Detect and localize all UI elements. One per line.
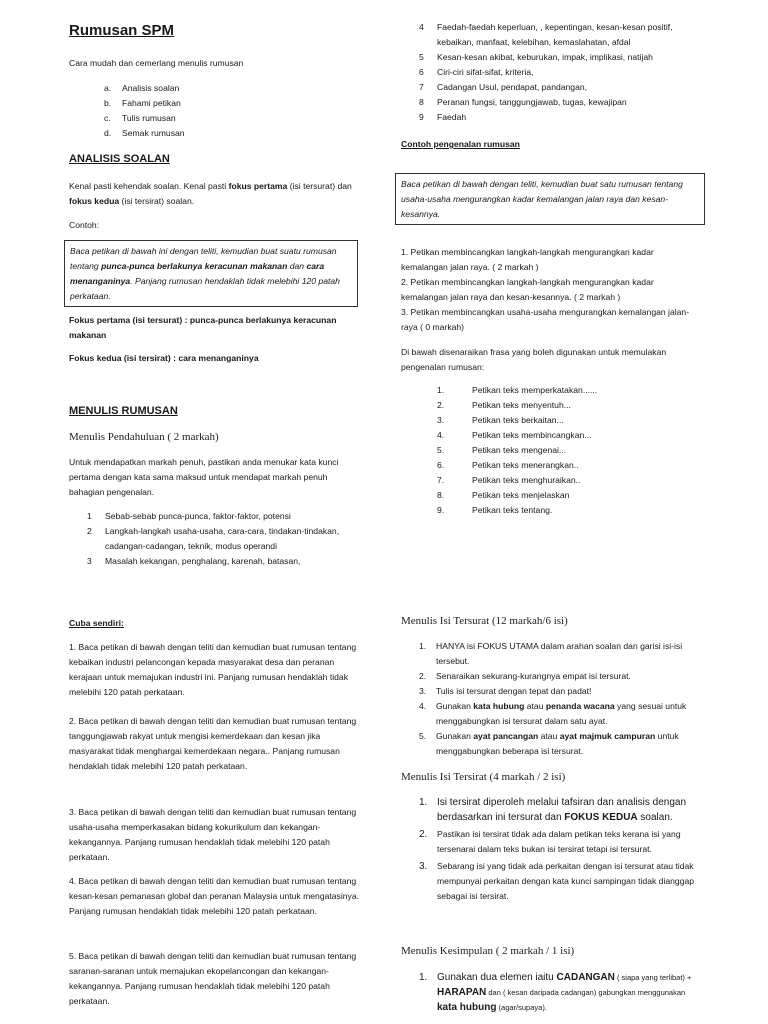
- list-item: [437, 473, 697, 488]
- list-text: Semak rumusan: [122, 128, 185, 138]
- list-marker: c.: [104, 113, 111, 123]
- menulis-heading: MENULIS RUMUSAN: [69, 405, 178, 417]
- cuba-item-4: 4. Baca petikan di bawah dengan teliti dan kemudian buat rumusan tentang kesan-kesan pemanasan global dan peranan Malaysia untuk mengatasinya. Panjang rumusan hendaklah tidak melebihi 120 patah perkataan.: [69, 876, 359, 916]
- cuba-heading: Cuba sendiri:: [69, 618, 124, 628]
- list-text: Petikan teks menghuraikan..: [472, 475, 581, 485]
- pendahuluan-subheading: Menulis Pendahuluan ( 2 markah): [69, 431, 219, 443]
- list-text: Petikan teks mengenai...: [472, 445, 567, 455]
- list-item: [437, 503, 697, 518]
- list-marker: 7.: [437, 475, 445, 485]
- list-item: [437, 458, 697, 473]
- list-item: [104, 126, 324, 141]
- keyword-list: [87, 509, 372, 569]
- list-item: [87, 554, 372, 569]
- list-marker: 4.: [437, 430, 445, 440]
- list-text: Masalah kekangan, penghalang, karenah, batasan,: [105, 556, 301, 566]
- list-marker: 7: [419, 82, 424, 92]
- list-text: Langkah-langkah usaha-usaha, cara-cara, tindakan-tindakan, cadangan-cadangan, teknik, modus operandi: [105, 526, 340, 551]
- list-item: [419, 95, 699, 110]
- analisis-paragraph: Kenal pasti kehendak soalan. Kenal pasti fokus pertama (isi tersurat) dan fokus kedua (isi tersirat) soalan.: [69, 181, 352, 206]
- list-marker: 2.: [437, 400, 445, 410]
- list-text: Faedah-faedah keperluan, , kepentingan, kesan-kesan positif, kebaikan, manfaat, kelebihan, kemaslahatan, afdal: [437, 22, 673, 47]
- list-marker: 6.: [437, 460, 445, 470]
- list-item: [437, 383, 697, 398]
- list-marker: 1: [87, 511, 92, 521]
- list-text: Faedah: [437, 112, 467, 122]
- tersirat-list: 1. Isi tersirat diperoleh melalui tafsiran dan analisis dengan berdasarkan ini tersurat dan FOKUS KEDUA soalan. 2. Pastikan isi tersirat tidak ada dalam petikan teks kerana isi yang tersenarai dalam teks bukan isi tersirat tetapi isi tersurat. 3. Sebarang isi yang tidak ada perkaitan dengan isi tersurat atau tidak mempunyai perkaitan dengan kata kunci sampingan tidak dianggap sebagai isi tersirat.: [419, 797, 695, 901]
- list-text: Cadangan Usul, pendapat, pandangan,: [437, 82, 588, 92]
- pengenalan-example-2: 2. Petikan membincangkan langkah-langkah mengurangkan kadar kemalangan jalan raya dan kesan-kesannya. ( 2 markah ): [401, 277, 654, 302]
- list-text: Petikan teks tentang.: [472, 505, 553, 515]
- list-marker: 4: [419, 22, 424, 32]
- list-marker: b.: [104, 98, 112, 108]
- list-text: Tulis rumusan: [122, 113, 176, 123]
- list-item: [419, 50, 699, 65]
- list-marker: a.: [104, 83, 112, 93]
- contoh-label: Contoh:: [69, 220, 100, 230]
- list-item: [87, 509, 372, 524]
- list-item: [437, 443, 697, 458]
- list-marker: 3: [87, 556, 92, 566]
- list-text: Fahami petikan: [122, 98, 181, 108]
- kesimpulan-heading: Menulis Kesimpulan ( 2 markah / 1 isi): [401, 945, 575, 957]
- pengenalan-example-1: 1. Petikan membincangkan langkah-langkah mengurangkan kadar kemalangan jalan raya. ( 2 markah ): [401, 247, 654, 272]
- intro-text: Cara mudah dan cemerlang menulis rumusan: [69, 58, 244, 68]
- list-marker: d.: [104, 128, 112, 138]
- list-marker: 8.: [437, 490, 445, 500]
- list-marker: 6: [419, 67, 424, 77]
- list-item: [419, 65, 699, 80]
- kesimpulan-list: 1. Gunakan dua elemen iaitu CADANGAN ( siapa yang terlibat) + HARAPAN dan ( kesan daripada cadangan) gabungkan menggunakan kata hubung (agar/supaya).: [419, 972, 692, 1013]
- steps-list: [104, 81, 324, 141]
- list-marker: 5.: [437, 445, 445, 455]
- list-marker: 1.: [437, 385, 445, 395]
- list-item: [437, 398, 697, 413]
- list-text: Sebab-sebab punca-punca, faktor-faktor, potensi: [105, 511, 291, 521]
- page-title: Rumusan SPM: [69, 22, 175, 39]
- fokus-kedua: Fokus kedua (isi tersirat) : cara menanganinya: [69, 353, 259, 363]
- list-text: Petikan teks menyentuh...: [472, 400, 571, 410]
- fokus-pertama: Fokus pertama (isi tersurat) : punca-punca berlakunya keracunan makanan: [69, 315, 337, 340]
- list-text: Analisis soalan: [122, 83, 180, 93]
- list-item: [437, 413, 697, 428]
- frasa-intro: Di bawah disenaraikan frasa yang boleh digunakan untuk memulakan pengenalan rumusan:: [401, 347, 667, 372]
- list-item: [104, 111, 324, 126]
- analisis-heading: ANALISIS SOALAN: [69, 153, 170, 165]
- list-item: [104, 81, 324, 96]
- pengenalan-example-3: 3. Petikan membincangkan usaha-usaha mengurangkan kemalangan jalan-raya ( 0 markah): [401, 307, 690, 332]
- list-item: [87, 524, 372, 554]
- list-marker: 8: [419, 97, 424, 107]
- list-text: Kesan-kesan akibat, keburukan, impak, implikasi, natijah: [437, 52, 653, 62]
- cuba-item-3: 3. Baca petikan di bawah dengan teliti dan kemudian buat rumusan tentang usaha-usaha memperkasakan bidang kokurikulum dan kekangan-kekangannya. Panjang rumusan hendaklah tidak melebihi 120 patah perkataan.: [69, 807, 357, 862]
- tersurat-heading: Menulis Isi Tersurat (12 markah/6 isi): [401, 615, 568, 627]
- cuba-item-5: 5. Baca petikan di bawah dengan teliti dan kemudian buat rumusan tentang saranan-saranan untuk memajukan ekopelancongan dan kekangan-kekangannya. Panjang rumusan hendaklah tidak melebihi 120 patah perkataan.: [69, 951, 357, 1006]
- list-marker: 3.: [437, 415, 445, 425]
- list-text: Petikan teks menjelaskan: [472, 490, 570, 500]
- list-item: [437, 428, 697, 443]
- pendahuluan-paragraph: Untuk mendapatkan markah penuh, pastikan anda menukar kata kunci pertama dengan kata sama maksud untuk mendapat markah penuh bahagian pengenalan.: [69, 457, 339, 497]
- pengenalan-question-box: Baca petikan di bawah dengan teliti, kemudian buat satu rumusan tentang usaha-usaha mengurangkan kadar kemalangan jalan raya dan kesan-kesannya.: [395, 173, 705, 225]
- tersirat-heading: Menulis Isi Tersirat (4 markah / 2 isi): [401, 771, 566, 783]
- frasa-list: [437, 383, 697, 518]
- list-item: [419, 110, 699, 125]
- example-question-box: Baca petikan di bawah ini dengan teliti, kemudian buat suatu rumusan tentang punca-punca berlakunya keracunan makanan dan cara menanganinya. Panjang rumusan hendaklah tidak melebihi 120 patah perkataan.: [64, 240, 358, 307]
- list-marker: 9.: [437, 505, 445, 515]
- list-text: Petikan teks membincangkan...: [472, 430, 592, 440]
- list-item: [419, 80, 699, 95]
- tersurat-list: 1. HANYA isi FOKUS UTAMA dalam arahan soalan dan garisi isi-isi tersebut. 2. Senaraikan sekurang-kurangnya empat isi tersurat. 3. Tulis isi tersurat dengan tepat dan padat! 4. Gunakan kata hubung atau penanda wacana yang sesuai untuk menggabungkan isi tersurat dalam satu ayat. 5. Gunakan ayat pancangan atau ayat majmuk campuran untuk menggabungkan beberapa isi tersurat.: [419, 641, 687, 756]
- cuba-item-1: 1. Baca petikan di bawah dengan teliti dan kemudian buat rumusan tentang kebaikan industri pelancongan kepada masyarakat desa dan peranan kerajaan untuk memajukan industri ini. Panjang rumusan hendaklah tidak melebihi 120 patah perkataan.: [69, 642, 357, 697]
- cuba-item-2: 2. Baca petikan di bawah dengan teliti dan kemudian buat rumusan tentang tanggungjawab rakyat untuk mengisi kemerdekaan dan kesan jika masyarakat tidak menghargai kemerdekaan negara.. Panjang rumusan hendaklah tidak melebihi 120 patah perkataan.: [69, 716, 357, 771]
- keyword-list-continued: [419, 20, 699, 125]
- list-marker: 5: [419, 52, 424, 62]
- list-marker: 9: [419, 112, 424, 122]
- list-item: [437, 488, 697, 503]
- list-text: Petikan teks berkaitan...: [472, 415, 564, 425]
- list-item: [104, 96, 324, 111]
- list-text: Peranan fungsi, tanggungjawab, tugas, kewajipan: [437, 97, 627, 107]
- list-marker: 2: [87, 526, 92, 536]
- list-text: Petikan teks memperkatakan......: [472, 385, 598, 395]
- list-text: Petikan teks menerangkan..: [472, 460, 579, 470]
- list-item: [419, 20, 699, 50]
- contoh-pengenalan-heading: Contoh pengenalan rumusan: [401, 139, 520, 149]
- list-text: Ciri-ciri sifat-sifat, kriteria,: [437, 67, 534, 77]
